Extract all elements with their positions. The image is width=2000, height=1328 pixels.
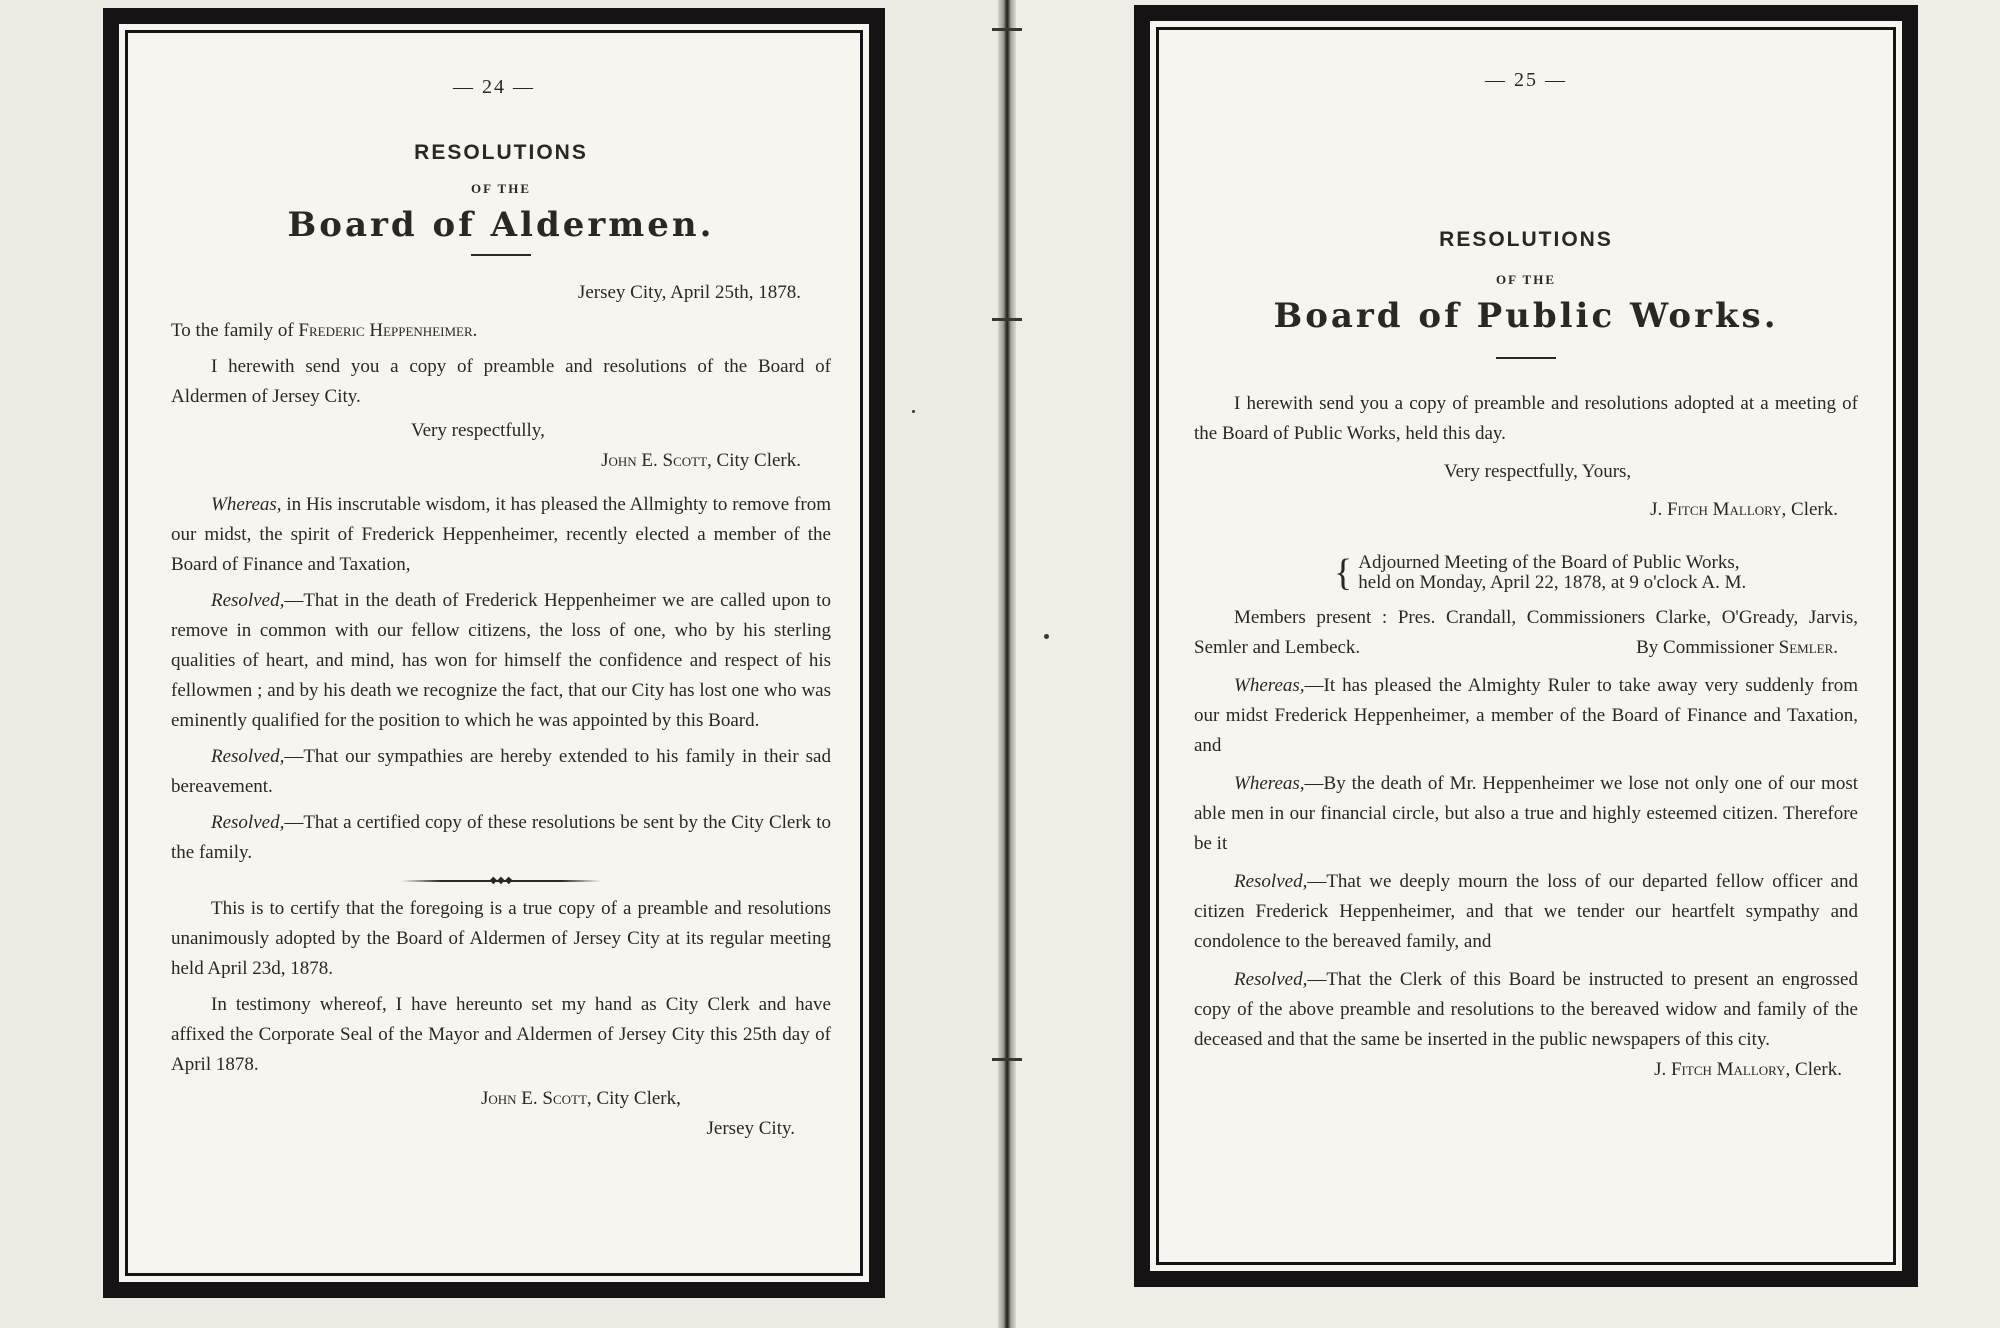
left-final-signer: John E. Scott, City Clerk, (481, 1088, 681, 1109)
right-page-text (1194, 225, 1858, 1085)
left-testimony: In testimony whereof, I have hereunto set my hand as City Clerk and have affixed the Corporate Seal of the Mayor and Aldermen of Jersey City this 25th day of April 1878. (171, 994, 831, 1075)
left-board-title: Board of Aldermen. (287, 205, 715, 245)
right-resolved-1: Resolved,—That we deeply mourn the loss of our departed fellow officer and citizen Frederick Heppenheimer, and that we tender our heartfelt sympathy and condolence to the bereaved family, and (1194, 871, 1858, 952)
right-signer: J. Fitch Mallory, Clerk. (1650, 499, 1838, 520)
left-title-rule (471, 254, 531, 256)
right-title-rule (1496, 357, 1556, 359)
left-signer: John E. Scott, City Clerk. (601, 450, 801, 471)
right-closing: Very respectfully, Yours, (1444, 461, 1632, 482)
left-resolved-3: Resolved,—That a certified copy of these resolutions be sent by the City Clerk to the family. (171, 812, 831, 863)
right-motion-by: By Commissioner Semler. (1636, 637, 1838, 658)
ornamental-divider (171, 875, 831, 886)
right-board-title: Board of Public Works. (1273, 296, 1779, 336)
left-resolved-2: Resolved,—That our sympathies are hereby extended to his family in their sad bereavement. (171, 746, 831, 797)
left-date-line: Jersey City, April 25th, 1878. (577, 282, 801, 303)
page-number-24: — 24 — (453, 76, 535, 98)
binding-stitch (992, 318, 1022, 321)
left-final-place: Jersey City. (706, 1118, 795, 1139)
left-resolved-1: Resolved,—That in the death of Frederick Heppenheimer we are called upon to remove in common with our fellow citizens, the loss of one, who by his sterling qualities of heart, and mind, has won for himself the confidence and respect of his fellowmen ; and by his death we recognize the fact, that our City has lost one who was eminently qualified for the position to which he was appointed by this Board. (171, 590, 831, 731)
paper-speck (912, 410, 915, 413)
book-gutter (998, 0, 1016, 1328)
left-page-text (171, 138, 831, 1144)
meeting-line-1: Adjourned Meeting of the Board of Public Works, (1358, 552, 1740, 573)
right-intro: I herewith send you a copy of preamble and resolutions adopted at a meeting of the Board of Public Works, held this day. (1194, 393, 1858, 444)
right-mourning-border (1134, 5, 1918, 1287)
right-members: Members present : Pres. Crandall, Commissioners Clarke, O'Gready, Jarvis, Semler and Lembeck. (1194, 607, 1858, 658)
left-of-the: OF THE (470, 181, 532, 196)
meeting-line-2: held on Monday, April 22, 1878, at 9 o'clock A. M. (1358, 572, 1747, 593)
paper-speck (1044, 634, 1049, 639)
left-certification: This is to certify that the foregoing is a true copy of a preamble and resolutions unanimously adopted by the Board of Aldermen of Jersey City at its regular meeting held April 23d, 1878. (171, 898, 831, 979)
binding-stitch (992, 1058, 1022, 1061)
right-final-signer: J. Fitch Mallory, Clerk. (1654, 1059, 1842, 1080)
left-closing: Very respectfully, (411, 420, 545, 441)
right-resolved-2: Resolved,—That the Clerk of this Board be instructed to present an engrossed copy of the above preamble and resolutions to the bereaved widow and family of the deceased and that the same be inserted in the public newspapers of this city. (1194, 969, 1858, 1050)
right-heading: RESOLUTIONS (1439, 228, 1613, 251)
left-heading: RESOLUTIONS (414, 141, 588, 164)
left-intro: I herewith send you a copy of preamble and resolutions of the Board of Aldermen of Jersey City. (171, 356, 831, 407)
right-of-the: OF THE (1495, 272, 1557, 287)
binding-stitch (992, 28, 1022, 31)
page-number-25: — 25 — (1485, 69, 1567, 91)
left-whereas: Whereas, in His inscrutable wisdom, it has pleased the Allmighty to remove from our midst, the spirit of Frederick Heppenheimer, recently elected a member of the Board of Finance and Taxation, (171, 494, 832, 575)
left-salutation: To the family of Frederic Heppenheimer. (171, 320, 478, 341)
left-mourning-border (103, 8, 885, 1298)
right-whereas-2: Whereas,—By the death of Mr. Heppenheimer we lose not only one of our most able men in our financial circle, but also a true and highly esteemed citizen. Therefore be it (1194, 773, 1858, 854)
brace-icon: { (1334, 552, 1353, 594)
ornament-icon: ◆◆◆ (489, 875, 513, 886)
meeting-notice (1194, 553, 1858, 593)
right-whereas-1: Whereas,—It has pleased the Almighty Ruler to take away very suddenly from our midst Frederick Heppenheimer, a member of the Board of Finance and Taxation, and (1194, 675, 1858, 756)
